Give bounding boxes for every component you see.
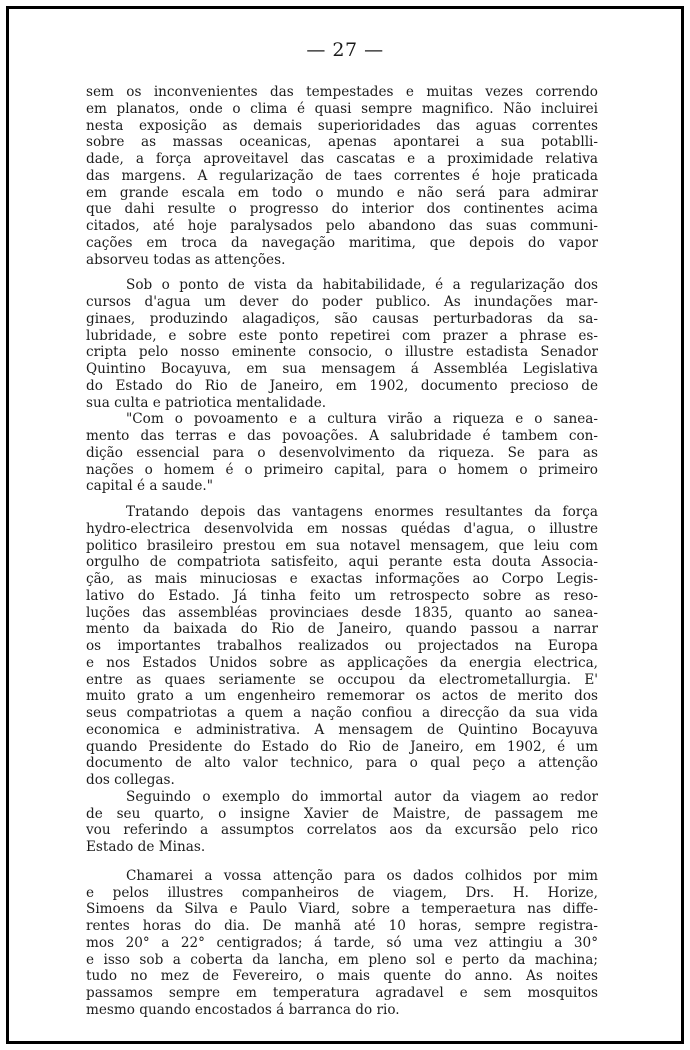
text-line: politico brasileiro prestou em sua notavel mensagem, que leiu com <box>86 537 598 554</box>
text-line: do Estado do Rio de Janeiro, em 1902, documento precioso de <box>86 377 598 394</box>
text-line: vou referindo a assumptos correlatos aos da excursão pelo rico <box>86 822 598 839</box>
text-line: dos collegas. <box>86 772 175 788</box>
text-line: mento da baixada do Rio de Janeiro, quando passou a narrar <box>86 621 598 638</box>
paragraph-6 <box>86 868 598 1019</box>
quotation <box>86 411 598 495</box>
page-number-suffix: — <box>357 39 384 61</box>
text-line: sua culta e patriotica mentalidade. <box>86 394 327 411</box>
text-line: entre as quaes seriamente se occupou da electrometallurgia. E' <box>86 671 598 688</box>
paragraph-2 <box>86 277 598 411</box>
text-line: das margens. A regularização de taes correntes é hoje praticada <box>86 167 598 184</box>
text-line: orgulho de compatriota satisfeito, aqui perante esta douta Associa- <box>86 554 598 571</box>
text-line: quando Presidente do Estado do Rio de Janeiro, em 1902, é um <box>86 738 598 755</box>
text-line: nações o homem é o primeiro capital, para o homem o primeiro <box>86 461 598 478</box>
text-line: absorveu todas as attenções. <box>86 251 286 268</box>
text-line: em planatos, onde o clima é quasi sempre magnifico. Não incluirei <box>86 100 598 117</box>
text-line: hydro-electrica desenvolvida em nossas quédas d'agua, o illustre <box>86 520 598 537</box>
text-line: "Com o povoamento e a cultura virão a riqueza e o sanea- <box>126 411 598 428</box>
text-line: Estado de Minas. <box>86 839 206 855</box>
text-line: mesmo quando encostados á barranca do rio. <box>86 1001 400 1018</box>
page-number-value: 27 <box>332 39 358 61</box>
text-line: ção, as mais minuciosas e exactas informações ao Corpo Legis- <box>86 571 598 587</box>
text-line: ginaes, produzindo alagadiços, são causas perturbadoras da sa- <box>86 310 598 327</box>
text-line: Sob o ponto de vista da habitabilidade, é a regularização dos <box>126 277 598 294</box>
text-line: cações em troca da navegação maritima, que depois do vapor <box>86 234 598 251</box>
text-line: economica e administrativa. A mensagem de Quintino Bocayuva <box>86 721 598 738</box>
text-line: Chamarei a vossa attenção para os dados colhidos por mim <box>126 867 598 884</box>
text-line: lativo do Estado. Já tinha feito um retrospecto sobre as reso- <box>86 587 598 604</box>
text-line: capital é a saude." <box>86 478 213 495</box>
text-line: documento de alto valor technico, para o qual peço a attenção <box>86 755 598 772</box>
text-line: passamos sempre em temperatura agradavel e sem mosquitos <box>86 985 598 1001</box>
paragraph-4 <box>86 504 598 789</box>
page-number <box>9 39 681 61</box>
text-line: mos 20° a 22° centigrados; á tarde, só uma vez attingiu a 30° <box>86 934 598 951</box>
body-text <box>86 84 598 1019</box>
text-line: e pelos illustres companheiros de viagem, Drs. H. Horize, <box>86 884 598 901</box>
text-line: Quintino Bocayuva, em sua mensagem á Assembléa Legislativa <box>86 361 598 377</box>
text-line: muito grato a um engenheiro rememorar os actos de merito dos <box>86 688 598 705</box>
page-frame <box>6 6 684 1044</box>
text-line: cripta pelo nosso eminente consocio, o illustre estadista Senador <box>86 344 598 361</box>
text-line: cursos d'agua um dever do poder publico. As inundações mar- <box>86 294 598 310</box>
text-line: rentes horas do dia. De manhã até 10 horas, sempre registra- <box>86 918 598 934</box>
text-line: Tratando depois das vantagens enormes resultantes da força <box>126 504 598 520</box>
text-line: que dahi resulte o progresso do interior dos continentes acima <box>86 201 598 218</box>
text-line: citados, até hoje paralysados pelo abandono das suas communi- <box>86 218 598 234</box>
paragraph-5 <box>86 789 598 856</box>
text-line: de seu quarto, o insigne Xavier de Maistre, de passagem me <box>86 805 598 822</box>
text-line: tudo no mez de Fevereiro, o mais quente do anno. As noites <box>86 968 598 985</box>
text-line: e isso sob a coberta da lancha, em pleno sol e perto da machina; <box>86 951 598 968</box>
text-line: Seguindo o exemplo do immortal autor da viagem ao redor <box>126 788 598 805</box>
text-line: e nos Estados Unidos sobre as applicações da energia electrica, <box>86 654 598 671</box>
text-line: dição essencial para o desenvolvimento da riqueza. Se para as <box>86 444 598 461</box>
text-line: os importantes trabalhos realizados ou projectados na Europa <box>86 638 598 654</box>
paragraph-1 <box>86 84 598 268</box>
text-line: sem os inconvenientes das tempestades e muitas vezes correndo <box>86 84 598 100</box>
text-line: nesta exposição as demais superioridades das aguas correntes <box>86 117 598 134</box>
text-line: dade, a força aproveitavel das cascatas e a proximidade relativa <box>86 151 598 167</box>
text-line: Simoens da Silva e Paulo Viard, sobre a temperaetura nas diffe- <box>86 901 598 918</box>
text-line: mento das terras e das povoações. A salubridade é tambem con- <box>86 428 598 444</box>
page-number-prefix: — <box>306 39 333 61</box>
text-line: luções das assembléas provinciaes desde 1835, quanto ao sanea- <box>86 604 598 621</box>
text-line: em grande escala em todo o mundo e não será para admirar <box>86 184 598 201</box>
text-line: lubridade, e sobre este ponto repetirei com prazer a phrase es- <box>86 327 598 344</box>
text-line: sobre as massas oceanicas, apenas apontarei a sua potablli- <box>86 134 598 151</box>
text-line: seus compatriotas a quem a nação confiou a direcção da sua vida <box>86 705 598 721</box>
